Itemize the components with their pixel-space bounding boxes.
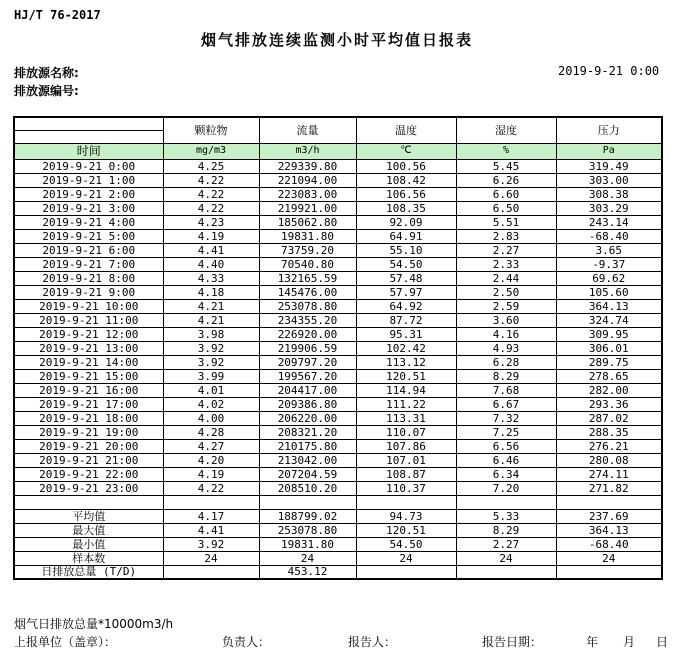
- value-cell: 110.07: [356, 425, 456, 439]
- value-cell: 3.92: [163, 341, 259, 355]
- value-cell: 108.35: [356, 201, 456, 215]
- value-cell: 113.31: [356, 411, 456, 425]
- value-cell: [556, 565, 662, 579]
- value-cell: 6.56: [456, 439, 556, 453]
- value-cell: 107.01: [356, 453, 456, 467]
- value-cell: 8.29: [456, 369, 556, 383]
- value-cell: 4.41: [163, 523, 259, 537]
- unit-cell-flow: m3/h: [259, 143, 356, 159]
- value-cell: 4.02: [163, 397, 259, 411]
- value-cell: 19831.80: [259, 229, 356, 243]
- value-cell: 57.97: [356, 285, 456, 299]
- value-cell: 282.00: [556, 383, 662, 397]
- time-header-cell: 时间: [14, 143, 163, 159]
- value-cell: 229339.80: [259, 159, 356, 173]
- time-cell: 2019-9-21 8:00: [14, 271, 163, 285]
- value-cell: 3.92: [163, 355, 259, 369]
- value-cell: 4.00: [163, 411, 259, 425]
- value-cell: 2.83: [456, 229, 556, 243]
- value-cell: 280.08: [556, 453, 662, 467]
- value-cell: 5.45: [456, 159, 556, 173]
- value-cell: 234355.20: [259, 313, 356, 327]
- table-row: [14, 327, 662, 341]
- time-cell: 2019-9-21 17:00: [14, 397, 163, 411]
- value-cell: 5.51: [456, 215, 556, 229]
- value-cell: 3.65: [556, 243, 662, 257]
- table-row: [14, 439, 662, 453]
- time-cell: 2019-9-21 19:00: [14, 425, 163, 439]
- month-label: 月: [623, 635, 636, 649]
- time-cell: 2019-9-21 0:00: [14, 159, 163, 173]
- value-cell: 4.41: [163, 243, 259, 257]
- time-cell: 2019-9-21 15:00: [14, 369, 163, 383]
- table-row: [14, 397, 662, 411]
- value-cell: 6.34: [456, 467, 556, 481]
- time-cell: 2019-9-21 10:00: [14, 299, 163, 313]
- value-cell: [163, 565, 259, 579]
- report-table: [13, 116, 663, 580]
- table-row: [14, 271, 662, 285]
- value-cell: [356, 495, 456, 509]
- value-cell: 4.22: [163, 173, 259, 187]
- value-cell: 69.62: [556, 271, 662, 285]
- table-row: [14, 383, 662, 397]
- summary-row: [14, 509, 662, 523]
- summary-row: [14, 523, 662, 537]
- value-cell: 324.74: [556, 313, 662, 327]
- value-cell: 303.00: [556, 173, 662, 187]
- value-cell: 4.33: [163, 271, 259, 285]
- summary-row: [14, 551, 662, 565]
- time-cell: 2019-9-21 14:00: [14, 355, 163, 369]
- value-cell: 7.32: [456, 411, 556, 425]
- value-cell: 54.50: [356, 257, 456, 271]
- value-cell: 288.35: [556, 425, 662, 439]
- value-cell: 4.16: [456, 327, 556, 341]
- time-cell: 2019-9-21 11:00: [14, 313, 163, 327]
- value-cell: 105.60: [556, 285, 662, 299]
- value-cell: 276.21: [556, 439, 662, 453]
- table-row: [14, 481, 662, 495]
- value-cell: 64.92: [356, 299, 456, 313]
- source-code-label: 排放源编号:: [14, 84, 79, 98]
- table-row: [14, 299, 662, 313]
- summary-label-cell: 平均值: [14, 509, 163, 523]
- responsible-person-label: 负责人：: [222, 635, 271, 649]
- column-header-temperature: 温度: [356, 117, 456, 143]
- value-cell: 120.51: [356, 369, 456, 383]
- value-cell: 289.75: [556, 355, 662, 369]
- value-cell: 108.42: [356, 173, 456, 187]
- value-cell: [356, 565, 456, 579]
- value-cell: 4.22: [163, 201, 259, 215]
- value-cell: 4.93: [456, 341, 556, 355]
- value-cell: 95.31: [356, 327, 456, 341]
- time-cell: 2019-9-21 6:00: [14, 243, 163, 257]
- value-cell: -68.40: [556, 229, 662, 243]
- value-cell: 4.22: [163, 481, 259, 495]
- value-cell: 223083.00: [259, 187, 356, 201]
- value-cell: 24: [556, 551, 662, 565]
- value-cell: 226920.00: [259, 327, 356, 341]
- value-cell: 209386.80: [259, 397, 356, 411]
- value-cell: 108.87: [356, 467, 456, 481]
- table-row: [14, 313, 662, 327]
- summary-row: [14, 537, 662, 551]
- value-cell: 6.50: [456, 201, 556, 215]
- value-cell: -68.40: [556, 537, 662, 551]
- value-cell: 6.67: [456, 397, 556, 411]
- value-cell: 100.56: [356, 159, 456, 173]
- time-cell: 2019-9-21 4:00: [14, 215, 163, 229]
- unit-cell-pressure: Pa: [556, 143, 662, 159]
- value-cell: 7.25: [456, 425, 556, 439]
- value-cell: 4.25: [163, 159, 259, 173]
- value-cell: 237.69: [556, 509, 662, 523]
- value-cell: 210175.80: [259, 439, 356, 453]
- value-cell: 87.72: [356, 313, 456, 327]
- footer-note: 烟气日排放总量*10000m3/h: [14, 617, 174, 631]
- value-cell: 145476.00: [259, 285, 356, 299]
- value-cell: 4.21: [163, 299, 259, 313]
- value-cell: 4.22: [163, 187, 259, 201]
- value-cell: 3.99: [163, 369, 259, 383]
- report-datetime: 2019-9-21 0:00: [558, 64, 660, 78]
- table-row: [14, 341, 662, 355]
- unit-cell-humidity: %: [456, 143, 556, 159]
- table-row: [14, 369, 662, 383]
- value-cell: 4.21: [163, 313, 259, 327]
- value-cell: 24: [356, 551, 456, 565]
- value-cell: 4.18: [163, 285, 259, 299]
- page-title: 烟气排放连续监测小时平均值日报表: [200, 31, 473, 49]
- value-cell: 110.37: [356, 481, 456, 495]
- column-header-pressure: 压力: [556, 117, 662, 143]
- value-cell: 6.26: [456, 173, 556, 187]
- value-cell: 221094.00: [259, 173, 356, 187]
- value-cell: [259, 495, 356, 509]
- time-cell: 2019-9-21 9:00: [14, 285, 163, 299]
- value-cell: 308.38: [556, 187, 662, 201]
- value-cell: 364.13: [556, 523, 662, 537]
- value-cell: 3.92: [163, 537, 259, 551]
- unit-row: [14, 143, 662, 159]
- value-cell: 6.46: [456, 453, 556, 467]
- summary-label-cell: 样本数: [14, 551, 163, 565]
- day-label: 日: [656, 635, 669, 649]
- value-cell: 206220.00: [259, 411, 356, 425]
- report-date-label: 报告日期：: [482, 635, 543, 649]
- value-cell: 4.40: [163, 257, 259, 271]
- value-cell: 287.02: [556, 411, 662, 425]
- value-cell: 7.68: [456, 383, 556, 397]
- time-cell: 2019-9-21 20:00: [14, 439, 163, 453]
- value-cell: 7.20: [456, 481, 556, 495]
- value-cell: 364.13: [556, 299, 662, 313]
- table-row: [14, 425, 662, 439]
- value-cell: 2.27: [456, 243, 556, 257]
- value-cell: 207204.59: [259, 467, 356, 481]
- time-cell: 2019-9-21 18:00: [14, 411, 163, 425]
- column-header-flow: 流量: [259, 117, 356, 143]
- value-cell: -9.37: [556, 257, 662, 271]
- table-row: [14, 285, 662, 299]
- value-cell: 4.01: [163, 383, 259, 397]
- value-cell: 5.33: [456, 509, 556, 523]
- table-row: [14, 187, 662, 201]
- time-cell: 2019-9-21 13:00: [14, 341, 163, 355]
- time-cell: 2019-9-21 23:00: [14, 481, 163, 495]
- value-cell: 453.12: [259, 565, 356, 579]
- time-cell: 2019-9-21 22:00: [14, 467, 163, 481]
- value-cell: 3.60: [456, 313, 556, 327]
- corner-cell-top: [14, 117, 163, 130]
- value-cell: 132165.59: [259, 271, 356, 285]
- value-cell: 4.17: [163, 509, 259, 523]
- table-row: [14, 467, 662, 481]
- value-cell: 303.29: [556, 201, 662, 215]
- summary-label-cell: 最大值: [14, 523, 163, 537]
- time-cell: 2019-9-21 16:00: [14, 383, 163, 397]
- total-label-cell: 日排放总量 (T/D): [14, 565, 163, 579]
- year-label: 年: [586, 635, 599, 649]
- value-cell: 24: [163, 551, 259, 565]
- value-cell: 274.11: [556, 467, 662, 481]
- total-row: [14, 565, 662, 579]
- time-cell: 2019-9-21 1:00: [14, 173, 163, 187]
- value-cell: 4.28: [163, 425, 259, 439]
- time-cell: 2019-9-21 5:00: [14, 229, 163, 243]
- value-cell: [163, 495, 259, 509]
- header-row-top: [14, 117, 662, 130]
- value-cell: 94.73: [356, 509, 456, 523]
- table-row: [14, 243, 662, 257]
- spacer-row: [14, 495, 662, 509]
- table-row: [14, 201, 662, 215]
- value-cell: 6.28: [456, 355, 556, 369]
- value-cell: 271.82: [556, 481, 662, 495]
- value-cell: 219906.59: [259, 341, 356, 355]
- value-cell: 243.14: [556, 215, 662, 229]
- value-cell: 4.20: [163, 453, 259, 467]
- unit-cell-particulate: mg/m3: [163, 143, 259, 159]
- time-cell: 2019-9-21 3:00: [14, 201, 163, 215]
- value-cell: 4.27: [163, 439, 259, 453]
- time-cell: 2019-9-21 12:00: [14, 327, 163, 341]
- table-row: [14, 257, 662, 271]
- value-cell: 120.51: [356, 523, 456, 537]
- value-cell: 253078.80: [259, 299, 356, 313]
- value-cell: 278.65: [556, 369, 662, 383]
- value-cell: 213042.00: [259, 453, 356, 467]
- value-cell: 102.42: [356, 341, 456, 355]
- value-cell: 3.98: [163, 327, 259, 341]
- value-cell: [456, 495, 556, 509]
- value-cell: 24: [259, 551, 356, 565]
- summary-label-cell: 最小值: [14, 537, 163, 551]
- value-cell: 4.19: [163, 229, 259, 243]
- table-row: [14, 355, 662, 369]
- time-cell: 2019-9-21 7:00: [14, 257, 163, 271]
- unit-cell-temperature: ℃: [356, 143, 456, 159]
- value-cell: 2.59: [456, 299, 556, 313]
- value-cell: 309.95: [556, 327, 662, 341]
- value-cell: 319.49: [556, 159, 662, 173]
- value-cell: 209797.20: [259, 355, 356, 369]
- value-cell: 19831.80: [259, 537, 356, 551]
- value-cell: 306.01: [556, 341, 662, 355]
- value-cell: 293.36: [556, 397, 662, 411]
- table-row: [14, 229, 662, 243]
- time-cell: 2019-9-21 2:00: [14, 187, 163, 201]
- value-cell: 188799.02: [259, 509, 356, 523]
- value-cell: 4.19: [163, 467, 259, 481]
- value-cell: 199567.20: [259, 369, 356, 383]
- column-header-particulate: 颗粒物: [163, 117, 259, 143]
- source-name-label: 排放源名称:: [14, 66, 79, 80]
- value-cell: 6.60: [456, 187, 556, 201]
- table-row: [14, 215, 662, 229]
- value-cell: 92.09: [356, 215, 456, 229]
- value-cell: 2.33: [456, 257, 556, 271]
- value-cell: 113.12: [356, 355, 456, 369]
- spacer-cell: [14, 495, 163, 509]
- corner-cell-bottom: [14, 130, 163, 143]
- value-cell: 219921.00: [259, 201, 356, 215]
- value-cell: 55.10: [356, 243, 456, 257]
- value-cell: 185062.80: [259, 215, 356, 229]
- value-cell: 70540.80: [259, 257, 356, 271]
- standard-number: HJ/T 76-2017: [14, 8, 101, 22]
- value-cell: [456, 565, 556, 579]
- table-row: [14, 159, 662, 173]
- value-cell: 208321.20: [259, 425, 356, 439]
- table-row: [14, 453, 662, 467]
- value-cell: 106.56: [356, 187, 456, 201]
- value-cell: 8.29: [456, 523, 556, 537]
- table-body: [14, 159, 662, 579]
- value-cell: 253078.80: [259, 523, 356, 537]
- value-cell: 2.50: [456, 285, 556, 299]
- value-cell: 204417.00: [259, 383, 356, 397]
- value-cell: 24: [456, 551, 556, 565]
- value-cell: 57.48: [356, 271, 456, 285]
- value-cell: 111.22: [356, 397, 456, 411]
- table-row: [14, 411, 662, 425]
- value-cell: [556, 495, 662, 509]
- value-cell: 73759.20: [259, 243, 356, 257]
- value-cell: 54.50: [356, 537, 456, 551]
- value-cell: 2.27: [456, 537, 556, 551]
- reporter-label: 报告人：: [348, 635, 397, 649]
- value-cell: 2.44: [456, 271, 556, 285]
- value-cell: 64.91: [356, 229, 456, 243]
- value-cell: 107.86: [356, 439, 456, 453]
- value-cell: 114.94: [356, 383, 456, 397]
- value-cell: 4.23: [163, 215, 259, 229]
- table-row: [14, 173, 662, 187]
- report-unit-label: 上报单位（盖章）：: [14, 635, 117, 649]
- column-header-humidity: 湿度: [456, 117, 556, 143]
- value-cell: 208510.20: [259, 481, 356, 495]
- time-cell: 2019-9-21 21:00: [14, 453, 163, 467]
